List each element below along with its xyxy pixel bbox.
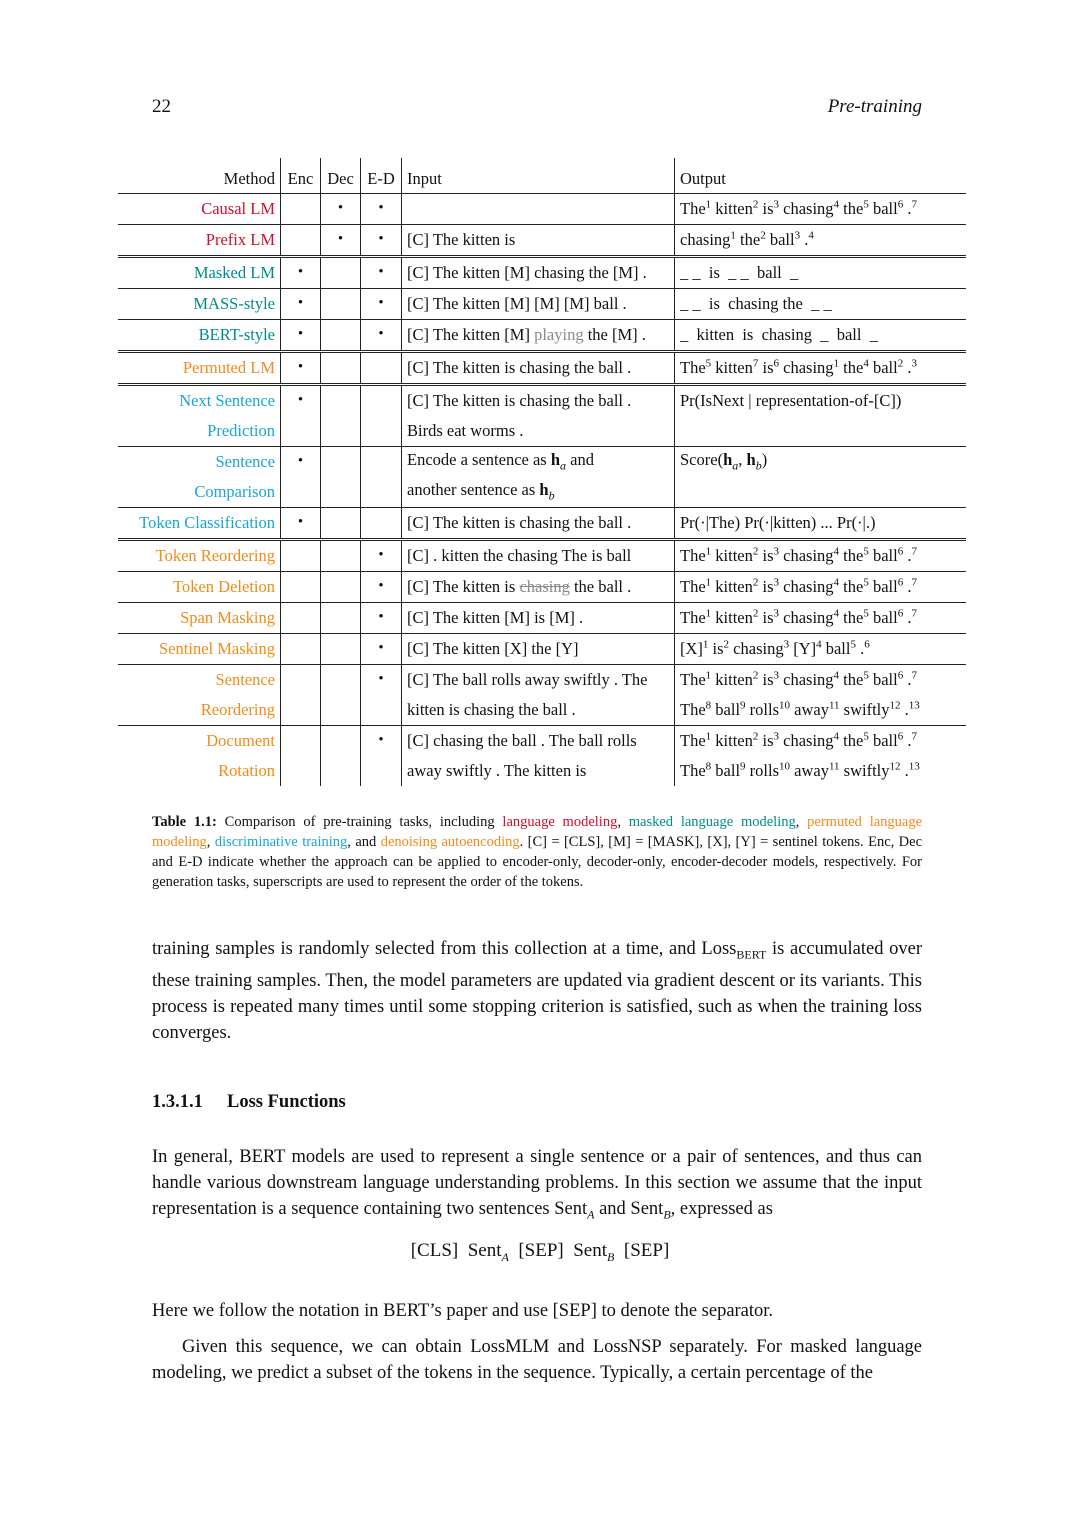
ed-dot: • bbox=[361, 572, 402, 603]
dec-cell bbox=[321, 634, 361, 665]
enc-dot: • bbox=[281, 257, 321, 289]
method-cell: Token Deletion bbox=[118, 572, 281, 603]
input-cell: [C] The kitten is chasing the ball . bbox=[402, 572, 675, 603]
output-cell: $[X]^1$ $is^2$ chasing$^3$ $[Y]^4$ ball$^5$ .$^6$ bbox=[675, 634, 967, 665]
method-cell: Span Masking bbox=[118, 603, 281, 634]
input-cell: [C] The kitten [M] [M] [M] ball . bbox=[402, 289, 675, 320]
ed-dot: • bbox=[361, 665, 402, 696]
output-cell: The$^1$ kitten$^2$ $is^3$ chasing$^4$ the$^5$ ball$^6$ .$^7$ bbox=[675, 540, 967, 572]
table-caption: Table 1.1: Comparison of pre-training tasks, including language modeling, masked language modeling, permuted language modeling, discriminative training, and denoising autoencoding. [C] = [CLS], [M] = [MASK], [X], [Y] = sentinel tokens. Enc, Dec and E-D indicate whether the approach can be applied to encoder-only, decoder-only, encoder-decoder models, respectively. For generation tasks, superscripts are used to represent the order of the tokens. bbox=[152, 814, 926, 890]
table-row bbox=[118, 385, 966, 417]
dec-dot: • bbox=[321, 194, 361, 225]
output-cell: Pr(·|The) Pr(·|kitten) ... Pr(·|.) bbox=[675, 508, 967, 540]
table-row bbox=[118, 257, 966, 289]
ed-cell bbox=[361, 352, 402, 385]
output-cell: The$^5$ kitten$^7$ $is^6$ chasing$^1$ the$^4$ ball$^2$ .$^3$ bbox=[675, 352, 967, 385]
dec-cell bbox=[321, 352, 361, 385]
method-cell: Reordering bbox=[200, 699, 275, 719]
table-row-continued bbox=[118, 416, 966, 447]
output-cell: _ _ is _ _ ball _ bbox=[675, 257, 967, 289]
output-cell: Pr(IsNext | representation-of-[C]) bbox=[675, 385, 967, 417]
dec-cell bbox=[321, 756, 361, 786]
input-cell: [C] The kitten is chasing the ball . bbox=[402, 508, 675, 540]
table-row bbox=[118, 447, 966, 478]
output-cell: The$^1$ kitten$^2$ $is^3$ chasing$^4$ the$^5$ ball$^6$ .$^7$ bbox=[675, 726, 967, 757]
ed-cell bbox=[361, 695, 402, 726]
ed-dot: • bbox=[361, 726, 402, 757]
input-cell: kitten is chasing the ball . bbox=[402, 695, 675, 726]
enc-dot: • bbox=[281, 320, 321, 352]
input-cell: [C] The kitten is chasing the ball . bbox=[402, 385, 675, 417]
enc-dot: • bbox=[281, 447, 321, 478]
table-header-row bbox=[118, 158, 966, 194]
enc-cell bbox=[281, 416, 321, 447]
enc-dot: • bbox=[281, 352, 321, 385]
output-cell: The$^1$ kitten$^2$ $is^3$ chasing$^4$ the$^5$ ball$^6$ .$^7$ bbox=[675, 603, 967, 634]
body-paragraph: Given this sequence, we can obtain LossMLM and LossNSP separately. For masked language modeling, we predict a subset of the tokens in the sequence. Typically, a certain percentage of the bbox=[152, 1337, 922, 1383]
method-cell: Causal LM bbox=[201, 198, 275, 218]
input-cell: [C] The kitten [X] the [Y] bbox=[402, 634, 675, 665]
table-row-continued bbox=[118, 756, 966, 786]
running-head: Pre-training bbox=[827, 96, 922, 117]
enc-cell bbox=[281, 194, 321, 225]
input-cell: another sentence as $h_b$ bbox=[402, 477, 675, 508]
method-cell: Sentence bbox=[118, 447, 281, 478]
method-cell: Document bbox=[118, 726, 281, 757]
dec-cell bbox=[321, 540, 361, 572]
section-heading bbox=[152, 1092, 346, 1113]
input-cell: [C] The kitten is chasing the ball . bbox=[402, 352, 675, 385]
output-cell: The$^1$ kitten$^2$ $is^3$ chasing$^4$ the$^5$ ball$^6$ .$^7$ bbox=[675, 665, 967, 696]
output-cell: The$^1$ kitten$^2$ $is^3$ chasing$^4$ the$^5$ ball$^6$ .$^7$ bbox=[675, 194, 967, 225]
input-cell: [C] . kitten the chasing The is ball bbox=[402, 540, 675, 572]
table-row bbox=[118, 352, 966, 385]
ed-dot: • bbox=[361, 289, 402, 320]
table-row-continued bbox=[118, 695, 966, 726]
input-cell: Encode a sentence as $h_a$ and bbox=[402, 447, 675, 478]
dec-cell bbox=[321, 320, 361, 352]
dec-dot: • bbox=[321, 225, 361, 257]
enc-dot: • bbox=[281, 385, 321, 417]
input-cell: Birds eat worms . bbox=[402, 416, 675, 447]
dec-cell bbox=[321, 257, 361, 289]
table-row bbox=[118, 540, 966, 572]
dec-cell bbox=[321, 508, 361, 540]
table-row bbox=[118, 634, 966, 665]
method-cell: Prefix LM bbox=[118, 225, 281, 257]
enc-cell bbox=[281, 756, 321, 786]
method-cell: Prediction bbox=[207, 420, 275, 440]
table-row bbox=[118, 508, 966, 540]
section-number: 1.3.1.1 bbox=[152, 1092, 203, 1112]
output-cell bbox=[675, 416, 967, 447]
body-paragraph: In general, BERT models are used to represent a single sentence or a pair of sentences, and thus can handle various downstream language understanding problems. In this section we assume that the input representation is a sequence containing two sentences Sent$_A$ and Sent$_B$, expressed as bbox=[152, 1147, 922, 1222]
enc-dot: • bbox=[281, 289, 321, 320]
output-cell: _ kitten is chasing _ ball _ bbox=[675, 320, 967, 352]
table-row bbox=[118, 665, 966, 696]
dec-cell bbox=[321, 385, 361, 417]
method-cell: Sentinel Masking bbox=[118, 634, 281, 665]
section-title: Loss Functions bbox=[227, 1092, 346, 1112]
input-cell: [C] The kitten [M] chasing the [M] . bbox=[402, 257, 675, 289]
output-cell: $Score(h_a$, $h_b$) bbox=[675, 447, 967, 478]
table-row bbox=[118, 572, 966, 603]
caption-label: Table 1.1: bbox=[152, 814, 217, 830]
method-cell: Sentence bbox=[118, 665, 281, 696]
dec-cell bbox=[321, 726, 361, 757]
enc-cell bbox=[281, 634, 321, 665]
enc-cell bbox=[281, 540, 321, 572]
header-input: Input bbox=[402, 158, 675, 194]
body-paragraph: Here we follow the notation in BERT’s paper and use [SEP] to denote the separator. bbox=[152, 1301, 774, 1321]
ed-cell bbox=[361, 416, 402, 447]
enc-cell bbox=[281, 477, 321, 508]
table-row bbox=[118, 289, 966, 320]
method-cell: BERT-style bbox=[118, 320, 281, 352]
comparison-table bbox=[118, 158, 966, 786]
enc-cell bbox=[281, 225, 321, 257]
ed-cell bbox=[361, 477, 402, 508]
table-row-continued bbox=[118, 477, 966, 508]
table-row bbox=[118, 726, 966, 757]
table-row bbox=[118, 603, 966, 634]
enc-dot: • bbox=[281, 508, 321, 540]
ed-dot: • bbox=[361, 603, 402, 634]
output-cell: The$^8$ ball$^9$ rolls$^{10}$ away$^{11}$ swiftly$^{12}$ .$^{13}$ bbox=[675, 695, 967, 726]
output-cell bbox=[675, 477, 967, 508]
enc-cell bbox=[281, 665, 321, 696]
ed-dot: • bbox=[361, 540, 402, 572]
table-row bbox=[118, 320, 966, 352]
method-cell: Token Reordering bbox=[118, 540, 281, 572]
ed-dot: • bbox=[361, 225, 402, 257]
input-cell: [C] The kitten [M] playing the [M] . bbox=[402, 320, 675, 352]
dec-cell bbox=[321, 665, 361, 696]
header-output: Output bbox=[675, 158, 967, 194]
header-ed: E-D bbox=[361, 158, 402, 194]
page-number: 22 bbox=[152, 96, 171, 117]
output-cell: The$^8$ ball$^9$ rolls$^{10}$ away$^{11}$ swiftly$^{12}$ .$^{13}$ bbox=[675, 756, 967, 786]
input-cell bbox=[402, 194, 675, 225]
dec-cell bbox=[321, 447, 361, 478]
dec-cell bbox=[321, 477, 361, 508]
dec-cell bbox=[321, 695, 361, 726]
header-enc: Enc bbox=[281, 158, 321, 194]
input-cell: [C] The kitten is bbox=[402, 225, 675, 257]
dec-cell bbox=[321, 289, 361, 320]
method-cell: Comparison bbox=[194, 481, 275, 501]
enc-cell bbox=[281, 603, 321, 634]
output-cell: The$^1$ kitten$^2$ $is^3$ chasing$^4$ the$^5$ ball$^6$ .$^7$ bbox=[675, 572, 967, 603]
method-cell: Next Sentence bbox=[118, 385, 281, 417]
header-method: Method bbox=[118, 158, 281, 194]
method-cell: Token Classification bbox=[118, 508, 281, 540]
ed-dot: • bbox=[361, 634, 402, 665]
method-cell: Masked LM bbox=[118, 257, 281, 289]
output-cell: _ _ is chasing the _ _ bbox=[675, 289, 967, 320]
ed-cell bbox=[361, 385, 402, 417]
table-row bbox=[118, 194, 966, 225]
ed-cell bbox=[361, 756, 402, 786]
ed-dot: • bbox=[361, 320, 402, 352]
input-cell: [C] chasing the ball . The ball rolls bbox=[402, 726, 675, 757]
body-paragraph: training samples is randomly selected from this collection at a time, and Loss$_{BERT}$ is accumulated over these training samples. Then, the model parameters are updated via gradient descent or its variants. This process is repeated many times until some stopping criterion is satisfied, such as when the training loss converges. bbox=[152, 939, 927, 1043]
method-cell: Rotation bbox=[218, 760, 275, 780]
method-cell: MASS-style bbox=[118, 289, 281, 320]
enc-cell bbox=[281, 726, 321, 757]
dec-cell bbox=[321, 416, 361, 447]
method-cell: Permuted LM bbox=[118, 352, 281, 385]
enc-cell bbox=[281, 572, 321, 603]
dec-cell bbox=[321, 603, 361, 634]
ed-dot: • bbox=[361, 257, 402, 289]
ed-cell bbox=[361, 447, 402, 478]
enc-cell bbox=[281, 695, 321, 726]
table-row bbox=[118, 225, 966, 257]
output-cell: chasing$^1$ the$^2$ ball$^3$ .$^4$ bbox=[675, 225, 967, 257]
ed-dot: • bbox=[361, 194, 402, 225]
input-cell: away swiftly . The kitten is bbox=[402, 756, 675, 786]
input-cell: [C] The kitten [M] is [M] . bbox=[402, 603, 675, 634]
input-cell: [C] The ball rolls away swiftly . The bbox=[402, 665, 675, 696]
display-equation: [CLS] Sent$_A$ [SEP] Sent$_B$ [SEP] bbox=[410, 1240, 670, 1264]
dec-cell bbox=[321, 572, 361, 603]
ed-cell bbox=[361, 508, 402, 540]
header-dec: Dec bbox=[321, 158, 361, 194]
